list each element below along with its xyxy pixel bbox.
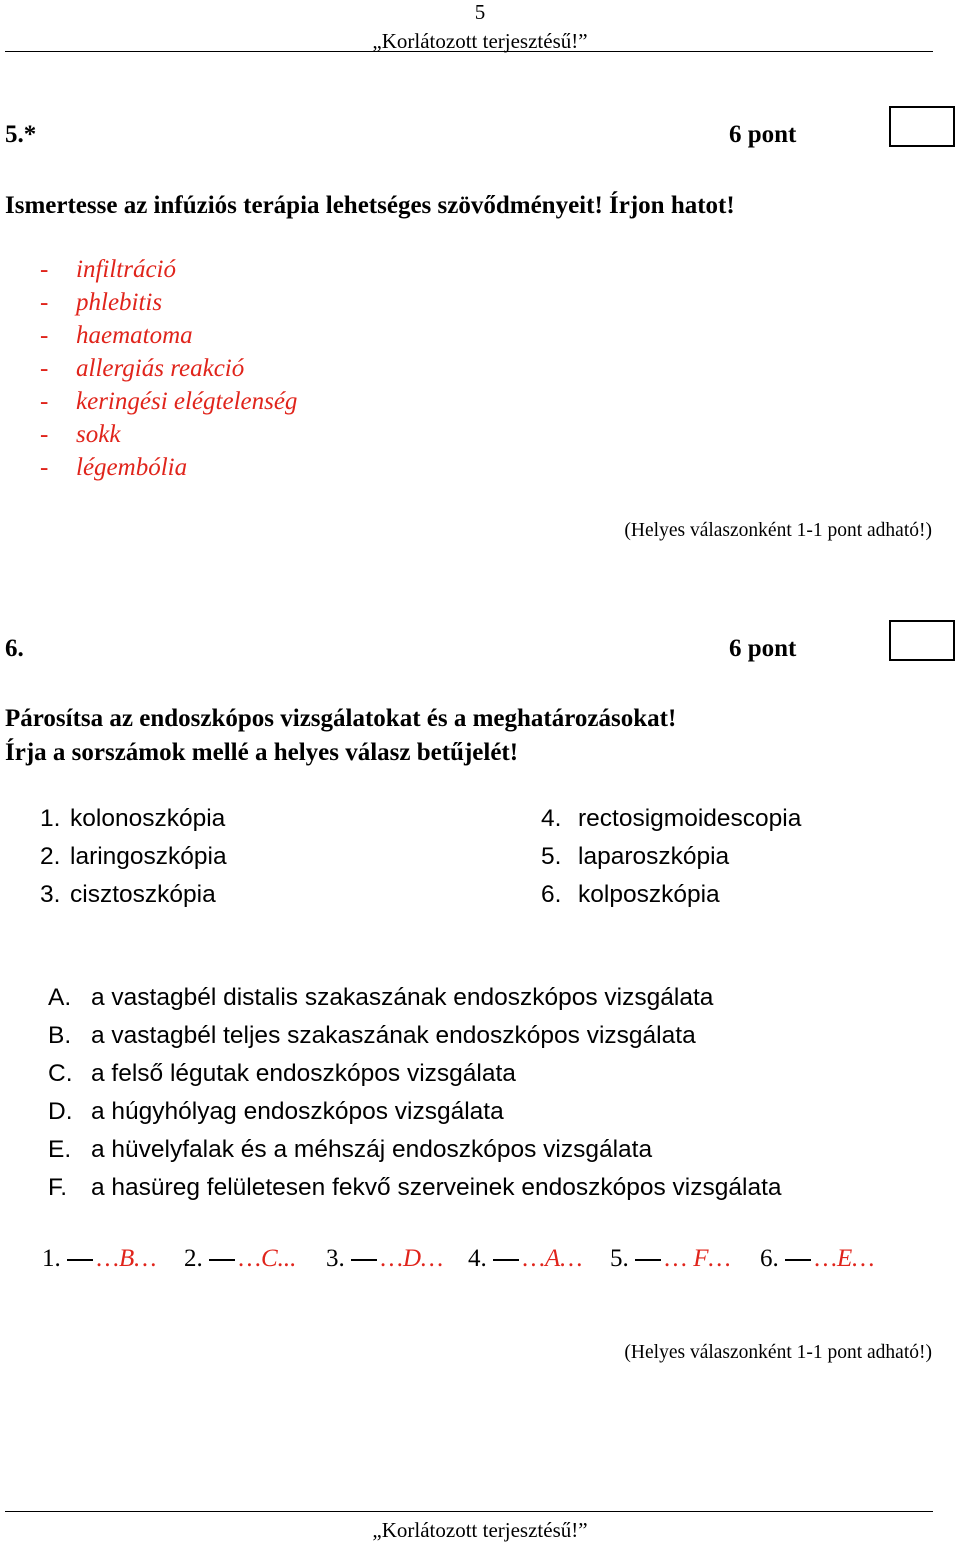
procedure-item: 4. rectosigmoidescopia: [541, 805, 802, 832]
definition-item: A. a vastagbél distalis szakaszának endoszkópos vizsgálata: [48, 984, 714, 1011]
blank-line: [67, 1259, 93, 1261]
q6-prompt-line2: Írja a sorszámok mellé a helyes válasz betűjelét!: [5, 739, 519, 766]
q5-answer-item: - haematoma: [40, 322, 193, 349]
q6-score-box[interactable]: [889, 620, 955, 661]
q6-points: 6 pont: [729, 635, 797, 662]
blank-line: [351, 1259, 377, 1261]
definition-item: B. a vastagbél teljes szakaszának endoszkópos vizsgálata: [48, 1022, 696, 1049]
procedure-item: 5. laparoszkópia: [541, 843, 730, 870]
q5-answer-item: - légembólia: [40, 454, 188, 481]
q6-scoring-note: (Helyes válaszonként 1-1 pont adható!): [624, 1342, 932, 1363]
q5-answer-item: - allergiás reakció: [40, 355, 245, 382]
q5-answer-item: - sokk: [40, 421, 121, 448]
q5-answer-item: - keringési elégtelenség: [40, 388, 298, 415]
blank-line: [635, 1259, 661, 1261]
procedure-item: 3. cisztoszkópia: [40, 881, 216, 908]
header-rule: [5, 51, 933, 52]
q5-scoring-note: (Helyes válaszonként 1-1 pont adható!): [624, 520, 932, 541]
q5-answer-item: - phlebitis: [40, 289, 163, 316]
q5-answer-item: - infiltráció: [40, 256, 176, 283]
q5-answer-list: [40, 256, 297, 487]
blank-line: [785, 1259, 811, 1261]
answer-slot: 6. …E…: [760, 1245, 875, 1272]
q5-prompt: Ismertesse az infúziós terápia lehetséges szövődményeit! Írjon hatot!: [5, 192, 735, 219]
answer-slot: 5. … F…: [610, 1245, 731, 1272]
blank-line: [209, 1259, 235, 1261]
q6-definitions: [48, 984, 782, 1212]
definition-item: E. a hüvelyfalak és a méhszáj endoszkópos vizsgálata: [48, 1136, 653, 1163]
q5-number: 5.*: [5, 121, 37, 148]
header-title: „Korlátozott terjesztésű!”: [372, 29, 588, 53]
q6-items-left: [40, 805, 227, 919]
q6-answer-key: [42, 1245, 890, 1273]
answer-slot: 1. …B…: [42, 1245, 157, 1272]
q6-prompt-line1: Párosítsa az endoszkópos vizsgálatokat és a meghatározásokat!: [5, 705, 677, 732]
q6-items-right: [541, 805, 801, 919]
footer-rule: [5, 1511, 933, 1512]
definition-item: C. a felső légutak endoszkópos vizsgálata: [48, 1060, 516, 1087]
q5-points: 6 pont: [729, 121, 797, 148]
definition-item: D. a húgyhólyag endoszkópos vizsgálata: [48, 1098, 504, 1125]
footer-title: „Korlátozott terjesztésű!”: [372, 1518, 588, 1542]
procedure-item: 1. kolonoszkópia: [40, 805, 226, 832]
blank-line: [493, 1259, 519, 1261]
answer-slot: 2. …C...: [184, 1245, 297, 1272]
answer-slot: 3. …D…: [326, 1245, 444, 1272]
procedure-item: 2. laringoszkópia: [40, 843, 227, 870]
q5-score-box[interactable]: [889, 106, 955, 147]
definition-item: F. a hasüreg felületesen fekvő szerveinek endoszkópos vizsgálata: [48, 1174, 782, 1201]
page-number: 5: [474, 0, 486, 24]
procedure-item: 6. kolposzkópia: [541, 881, 720, 908]
answer-slot: 4. …A…: [468, 1245, 583, 1272]
q6-number: 6.: [5, 635, 24, 662]
